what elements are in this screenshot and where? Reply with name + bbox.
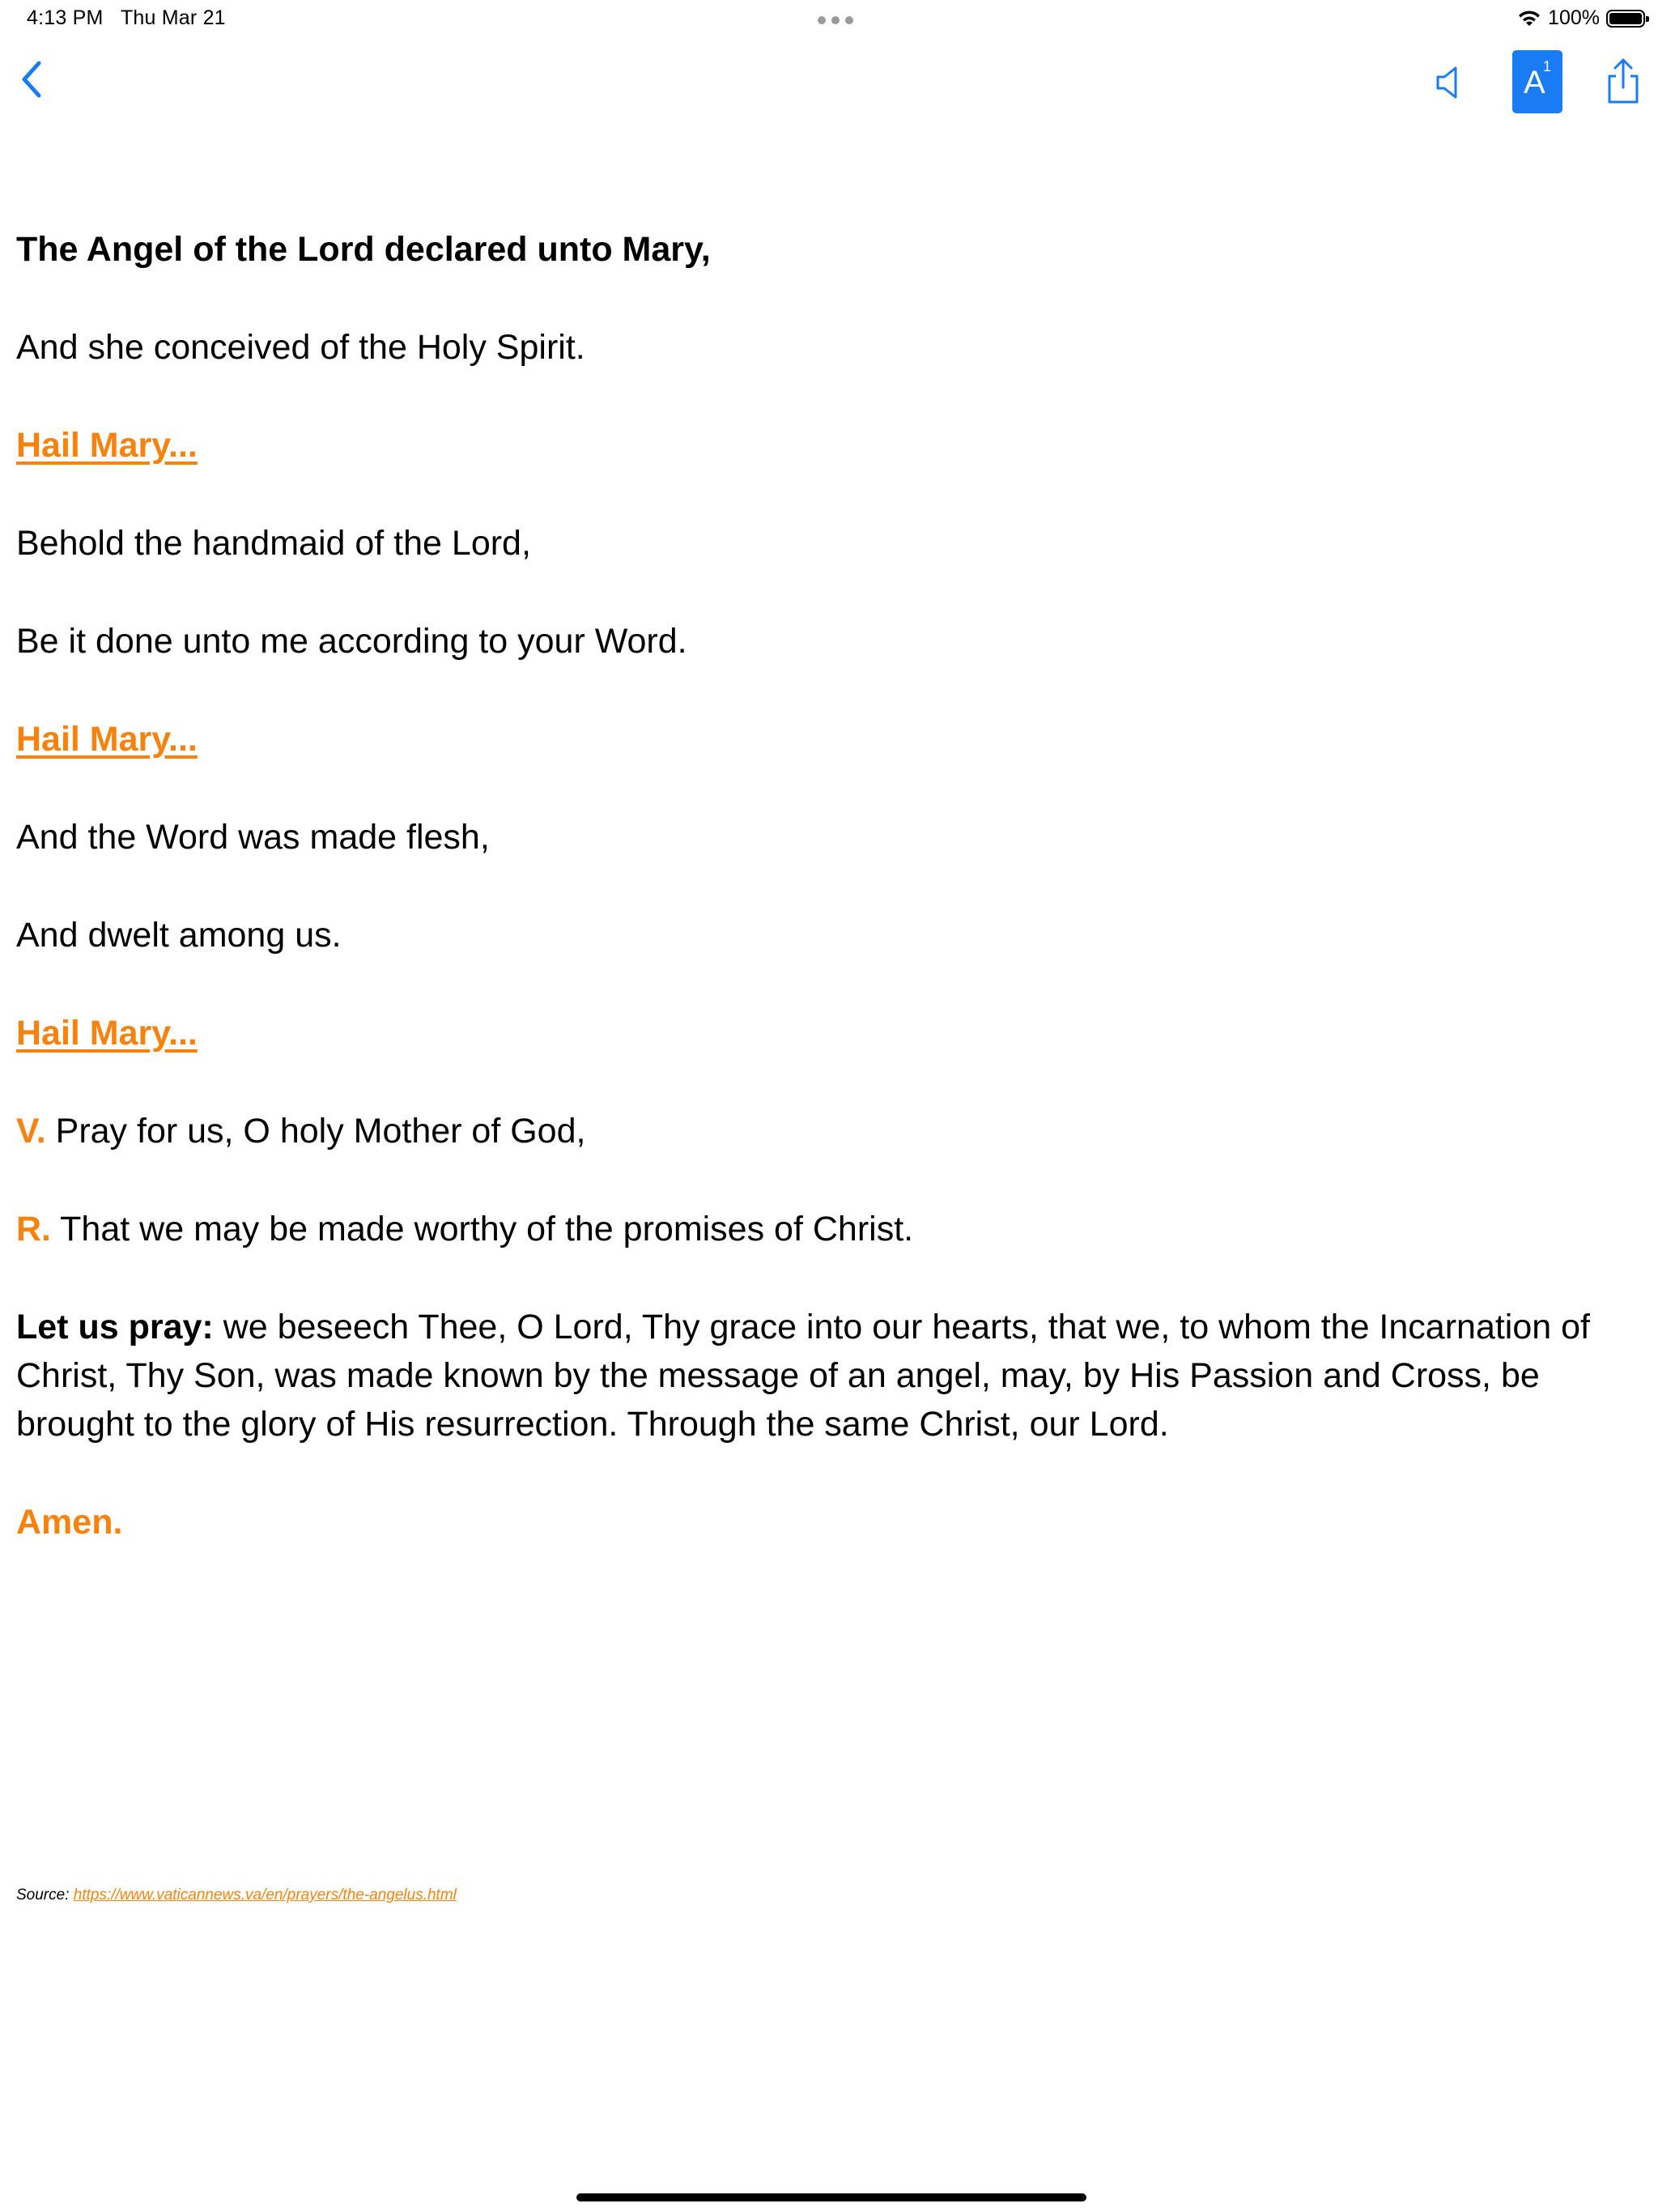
share-button[interactable] — [1605, 57, 1642, 105]
font-size-superscript: 1 — [1543, 58, 1552, 74]
versicle — [16, 1107, 1627, 1155]
font-size-button[interactable] — [1512, 50, 1562, 113]
status-bar — [0, 0, 1658, 39]
status-time-date — [27, 6, 226, 30]
nav-bar — [0, 39, 1658, 120]
source-link[interactable]: https://www.vaticannews.va/en/prayers/the-angelus.html — [73, 1887, 457, 1904]
speaker-icon — [1433, 63, 1472, 102]
battery-icon — [1606, 10, 1645, 28]
back-button[interactable] — [16, 58, 49, 100]
audio-button[interactable] — [1433, 63, 1472, 102]
let-us-pray-text: we beseech Thee, O Lord, Thy grace into our hearts, that we, to whom the Incarnation of Christ, Thy Son, was made known by the message of an angel, may, by His Passion and Cross, be brought to the glory of His resurrection. Through the same Christ, our Lord. — [16, 1308, 1590, 1444]
multitasking-dots[interactable] — [818, 16, 853, 24]
prayer-line-3: Behold the handmaid of the Lord, — [16, 524, 531, 563]
response-text: That we may be made worthy of the promises of Christ. — [51, 1210, 914, 1249]
versicle-text: Pray for us, O holy Mother of God, — [45, 1112, 586, 1151]
share-icon — [1605, 57, 1642, 105]
chevron-left-icon — [16, 58, 49, 100]
response-label: R. — [16, 1210, 51, 1249]
battery-percent: 100% — [1548, 6, 1600, 29]
status-time: 4:13 PM — [27, 6, 104, 29]
let-us-pray-label: Let us pray: — [16, 1308, 214, 1346]
source-citation — [16, 1887, 457, 1904]
amen: Amen. — [16, 1503, 123, 1542]
response — [16, 1205, 1627, 1253]
font-size-letter: A — [1524, 65, 1545, 100]
status-indicators — [1517, 6, 1645, 30]
hail-mary-link-3[interactable]: Hail Mary... — [16, 1014, 198, 1053]
hail-mary-link-2[interactable]: Hail Mary... — [16, 720, 198, 759]
home-indicator[interactable] — [576, 2193, 1086, 2201]
versicle-label: V. — [16, 1112, 46, 1151]
prayer-line-1: The Angel of the Lord declared unto Mary, — [16, 230, 711, 269]
status-date: Thu Mar 21 — [120, 6, 226, 29]
prayer-line-4: Be it done unto me according to your Word. — [16, 622, 687, 661]
source-label: Source: — [16, 1887, 70, 1904]
prayer-line-6: And dwelt among us. — [16, 916, 342, 955]
closing-prayer — [16, 1303, 1627, 1448]
prayer-content — [16, 225, 1627, 1596]
wifi-icon — [1517, 9, 1541, 28]
hail-mary-link-1[interactable]: Hail Mary... — [16, 426, 198, 465]
prayer-line-2: And she conceived of the Holy Spirit. — [16, 328, 585, 367]
prayer-line-5: And the Word was made flesh, — [16, 818, 490, 857]
